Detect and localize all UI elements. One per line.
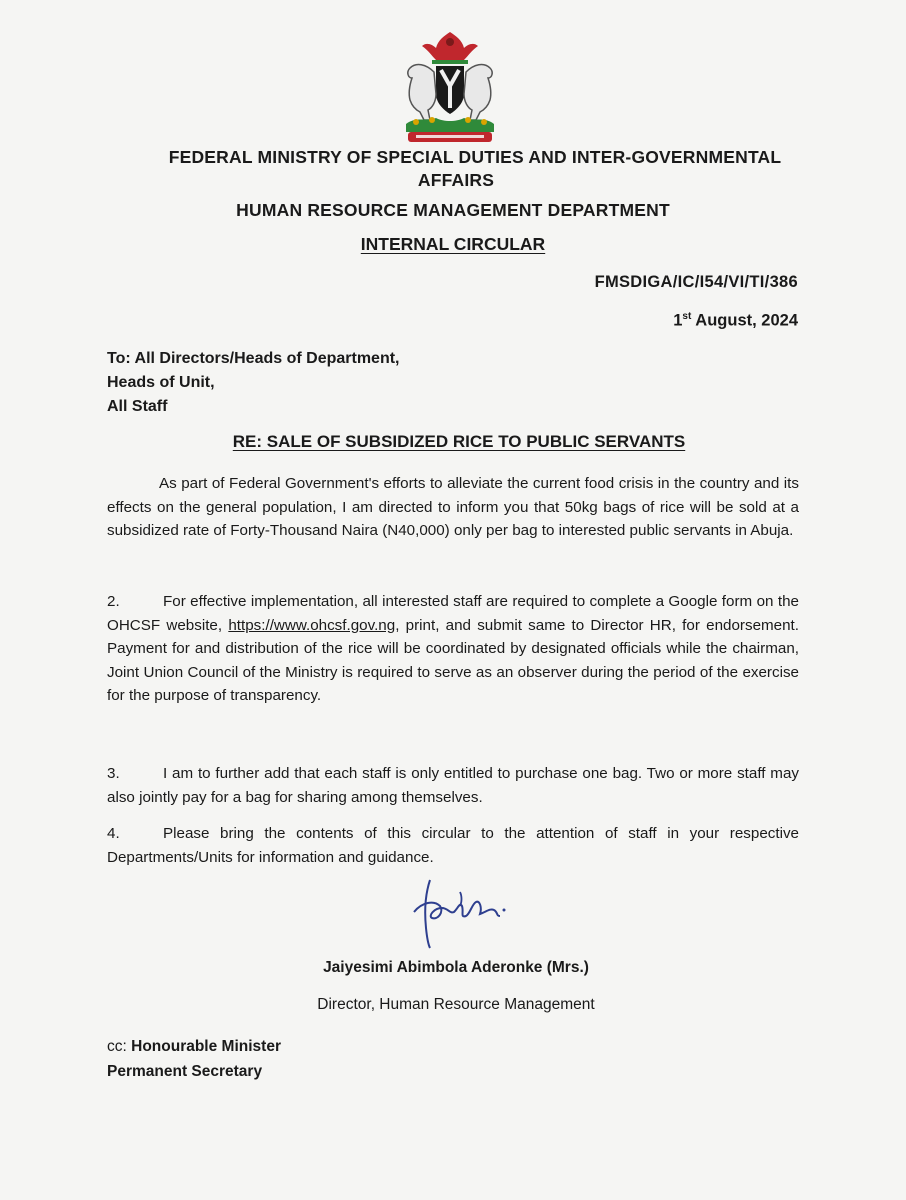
paragraph-2-text-before: For effective implementation, all interested staff are required to complete a Google form on the OHCSF website, <box>107 593 799 634</box>
ministry-line-2: AFFAIRS <box>417 170 495 190</box>
ministry-heading <box>0 146 906 192</box>
cc-block <box>107 1034 281 1084</box>
document-type-label: INTERNAL CIRCULAR <box>360 234 546 254</box>
ohcsf-website-link[interactable]: https://www.ohcsf.gov.ng <box>228 616 396 634</box>
cc-label: cc: <box>107 1038 127 1055</box>
paragraph-number: 3. <box>107 765 120 782</box>
paragraph-3-text: I am to further add that each staff is only entitled to purchase one bag. Two or more staff may also jointly pay for a bag for sharing among themselves. <box>107 765 799 806</box>
recipient-line: All Staff <box>107 398 168 415</box>
paragraph-number: 4. <box>107 825 120 842</box>
subject-line <box>0 432 906 452</box>
paragraph-2-text-after: , print, and submit same to Director HR, for endorsement. Payment for and distribution of the rice will be coordinated by designated officials while the chairman, Joint Union Council of the Ministry is required to serve as an observer during the period of the exercise for the purpose of transparency. <box>107 616 800 704</box>
document-type <box>0 234 906 255</box>
coat-of-arms-icon <box>386 28 514 146</box>
paragraph-3 <box>107 762 799 809</box>
circular-date <box>673 311 798 331</box>
recipient-line: To: All Directors/Heads of Department, <box>107 350 400 367</box>
paragraph-1: As part of Federal Government's efforts to alleviate the current food crisis in the country and its effects on the general population, I am directed to inform you that 50kg bags of rice will be sold at a subsidized rate of Forty-Thousand Naira (N40,000) only per bag to interested public servants in Abuja. <box>107 475 799 539</box>
subject-text: RE: SALE OF SUBSIDIZED RICE TO PUBLIC SERVANTS <box>232 432 686 451</box>
date-suffix: st <box>682 311 692 322</box>
paragraph-4 <box>107 822 799 869</box>
paragraph-4-text: Please bring the contents of this circular to the attention of staff in your respective Departments/Units for information and guidance. <box>107 825 799 866</box>
recipients-block <box>107 347 400 419</box>
date-rest: August, 2024 <box>691 311 798 330</box>
reference-number: FMSDIGA/IC/I54/VI/TI/386 <box>594 273 798 291</box>
cc-recipient: Permanent Secretary <box>107 1063 263 1080</box>
cc-recipient: Honourable Minister <box>131 1038 281 1055</box>
recipient-line: Heads of Unit, <box>107 374 215 391</box>
ministry-line-1: FEDERAL MINISTRY OF SPECIAL DUTIES AND INTER-GOVERNMENTAL <box>168 147 782 167</box>
paragraph-2 <box>107 590 799 708</box>
department-heading: HUMAN RESOURCE MANAGEMENT DEPARTMENT <box>236 200 670 220</box>
signatory-title: Director, Human Resource Management <box>317 996 595 1013</box>
paragraph-number: 2. <box>107 593 120 610</box>
signatory-name: Jaiyesimi Abimbola Aderonke (Mrs.) <box>323 959 589 976</box>
date-day: 1 <box>673 311 683 330</box>
signature-icon <box>400 872 520 952</box>
